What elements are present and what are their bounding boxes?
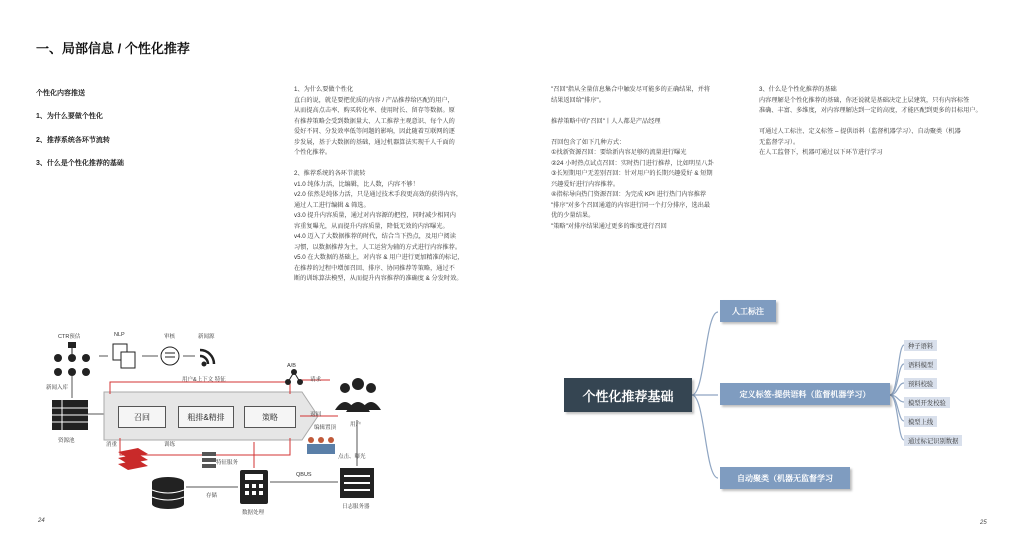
ab-label: A/B xyxy=(287,363,296,369)
click-expose-label: 点击、曝光 xyxy=(338,454,366,460)
toc-item[interactable]: 个性化内容推送 xyxy=(36,90,85,97)
return-label: 返回 xyxy=(310,412,322,418)
database-icon xyxy=(152,477,184,509)
review-icon xyxy=(161,347,179,365)
page-number-right: 25 xyxy=(980,520,987,526)
strategy-box[interactable]: 策略 xyxy=(244,406,296,428)
section-text-left: 1、为什么要做个性化 直白的说，就是要把优质的内容 / 产品推荐给匹配的用户， 从而提高点击率、购买转化率、使用时长、留存等数据。原 有推荐策略会受到数据量大、人工推荐主观意识、每个人的 爱好不同、分发效率低等问题的影响，因此随着互联网的逐 步发展，基于大数据的基础，通过机器算法实现千人千面的 个性化推荐。 2、推荐系统的各环节流转 v1.0 纯体力活，比编辑，比人数，内容不够！ v2.0 依然是纯体力活，只是通过技术手段更高效的获得内容， 通过人工进行编辑 & 筛选。 v3.0 提升内容质量，通过对内容源的把控，同时减少相同内 容重复曝光，从而提升内容质量，降低无效的内容曝光。 v4.0 迈入了大数据推荐的时代，结合当下热点，及用户阅读 习惯，以数据推荐为主，人工运营为辅的方式进行内容推荐。 v5.0 在大数据的基础上，对内容 & 用户进行更加精准的标记， 在推荐的过程中增加召回、排序、协同推荐等策略，通过不 断的训练算法模型，从而提升内容推荐的准确度 & 分发时效。 xyxy=(294,86,464,282)
section-text-middle: "召回"指从全量信息集合中触发尽可能多的正确结果，并将 结果返回给"排序"。 推荐策略中的"召回"丨人人都是产品经理 召回包含了如下几种方式： ①找新资源召回：要给新内容足够的流量进行曝光 ②24 小时热点试点召回：实时热门进行推荐，比如明星八卦 ③长短期用户无差别召回：针对用户的长期兴趣爱好 & 短期 兴趣爱好进行内容推荐。 ④指标导向热门资源召回：为完成 KPI 进行热门内容推荐 "排序"对多个召回通道的内容进行同一个打分排序，选出最 优的少量结果。 "策略"对排序结果通过更多的维度进行召回 xyxy=(551,86,714,230)
storage-label: 存储 xyxy=(206,493,218,499)
mindmap-leaf[interactable]: 预料校验 xyxy=(904,378,937,389)
page-number-left: 24 xyxy=(38,518,45,524)
user-label: 用户 xyxy=(350,422,362,428)
nlp-icon xyxy=(113,344,135,368)
mindmap-leaf[interactable]: 语料模型 xyxy=(904,359,937,370)
ab-icon xyxy=(285,369,303,385)
page-title: 一、局部信息 / 个性化推荐 xyxy=(36,41,190,56)
source-pool-icon xyxy=(52,400,88,430)
nlp-label: NLP xyxy=(114,332,125,338)
mindmap-center[interactable]: 个性化推荐基础 xyxy=(564,378,692,412)
user-feature-label: 用户&上下文 特征 xyxy=(182,377,226,383)
train-label: 训练 xyxy=(164,442,176,448)
feature-service-icon xyxy=(202,452,216,468)
mindmap-leaf[interactable]: 模型上线 xyxy=(904,416,937,427)
mindmap-node-manual-label[interactable]: 人工标注 xyxy=(720,300,776,322)
data-processing-icon xyxy=(240,470,268,504)
editor-icon xyxy=(307,437,335,454)
new-into-db-label: 新闻入库 xyxy=(46,385,69,391)
qbus-label: QBUS xyxy=(296,472,312,478)
feature-service-label: 特征服务 xyxy=(216,460,239,466)
section-text-right: 3、什么是个性化推荐的基础 内容理解是个性化推荐的基础，你还说就是基础决定上层建筑，只有内容标签 准确、丰富、多维度，对内容理解达到一定的高度，才能匹配到更多的目标用户。 可通过人工标注、定义标签 – 提供语料（监督机器学习）、自动聚类（机器 无监督学习）。 在人工监督下，机器可通过以下环节进行学习 xyxy=(759,86,982,156)
user-group-icon xyxy=(335,378,381,412)
ctr-icon xyxy=(54,342,90,376)
mindmap-leaf[interactable]: 模型开发校验 xyxy=(904,397,950,408)
review-label: 审核 xyxy=(164,334,176,340)
redis-icon xyxy=(118,448,148,470)
mindmap-node-define-label[interactable]: 定义标签-提供语料（监督机器学习） xyxy=(720,383,890,405)
mindmap-leaf[interactable]: 种子语料 xyxy=(904,340,937,351)
data-processing-label: 数据处理 xyxy=(242,510,265,516)
edit-top-label: 编辑置顶 xyxy=(314,425,337,431)
mindmap-leaf[interactable]: 通过标记识别数据 xyxy=(904,435,962,446)
toc-item[interactable]: 2、推荐系统各环节流转 xyxy=(36,137,110,144)
news-source-label: 新闻源 xyxy=(198,334,215,340)
log-server-label: 日志服务器 xyxy=(342,504,370,510)
ranking-box[interactable]: 粗排&精排 xyxy=(178,406,234,428)
request-label: 请求 xyxy=(310,377,322,383)
toc-item[interactable]: 3、什么是个性化推荐的基础 xyxy=(36,160,124,167)
ctr-label: CTR预估 xyxy=(58,334,81,340)
toc-item[interactable]: 1、为什么要做个性化 xyxy=(36,113,103,120)
recall-box[interactable]: 召回 xyxy=(118,406,166,428)
source-pool-label: 资源池 xyxy=(58,438,75,444)
consume-label: 消重 xyxy=(106,442,118,448)
mindmap-node-auto-cluster[interactable]: 自动聚类（机器无监督学习 xyxy=(720,467,850,489)
rss-icon xyxy=(200,350,214,367)
log-server-icon xyxy=(340,468,374,498)
